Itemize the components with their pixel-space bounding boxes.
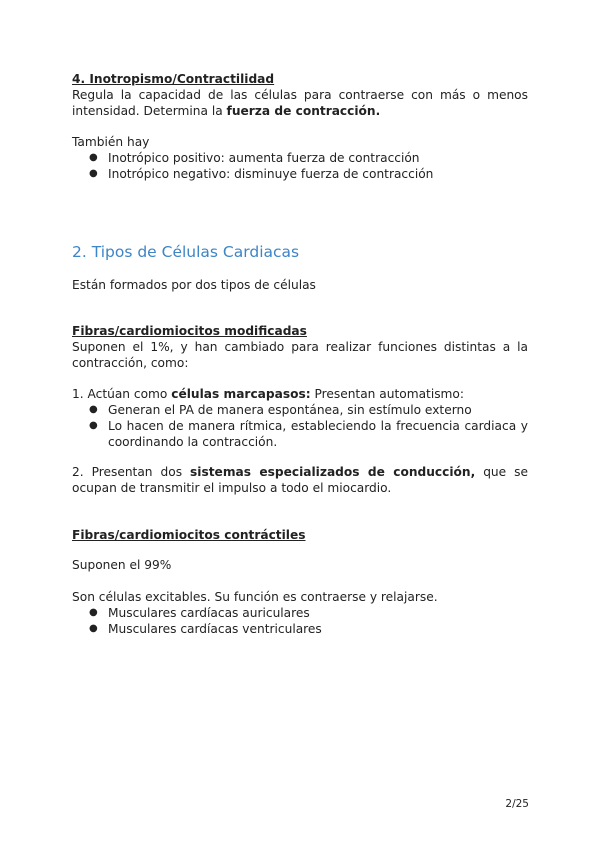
item-text: 2. Presentan dos bbox=[72, 465, 191, 479]
bullet-icon: ● bbox=[89, 607, 98, 618]
paragraph-percentage: Suponen el 99% bbox=[72, 558, 172, 572]
list-item-text: Generan el PA de manera espontánea, sin estímulo externo bbox=[108, 403, 472, 417]
item-text: que se ocupan de transmitir el impulso a todo el miocardio. bbox=[72, 465, 528, 496]
bullet-list-inotropic bbox=[72, 150, 528, 182]
bullet-icon: ● bbox=[89, 420, 98, 432]
numbered-item-2 bbox=[72, 464, 528, 496]
paragraph-inotropismo bbox=[72, 87, 528, 119]
bold-term: sistemas especializados de conducción, bbox=[190, 465, 476, 479]
item-text: 1. Actúan como bbox=[72, 387, 172, 401]
bullet-icon: ● bbox=[89, 152, 98, 163]
bullet-list-marcapasos bbox=[72, 402, 528, 451]
list-item-text: Musculares cardíacas auriculares bbox=[108, 606, 310, 620]
bullet-icon: ● bbox=[89, 168, 98, 180]
list-item bbox=[72, 621, 528, 637]
page-number: 2/25 bbox=[505, 798, 529, 810]
list-item-text: Inotrópico positivo: aumenta fuerza de contracción bbox=[108, 151, 420, 165]
list-item-text: Musculares cardíacas ventriculares bbox=[108, 622, 322, 637]
item-text: Presentan automatismo: bbox=[310, 387, 464, 401]
bold-term: células marcapasos: bbox=[171, 387, 311, 401]
section-heading-inotropismo: 4. Inotropismo/Contractilidad bbox=[72, 72, 275, 86]
bullet-icon: ● bbox=[89, 623, 98, 635]
list-item bbox=[72, 418, 528, 450]
list-item bbox=[72, 402, 528, 418]
list-item bbox=[72, 166, 528, 182]
paragraph-also: También hay bbox=[72, 135, 150, 149]
list-item bbox=[72, 605, 528, 621]
bullet-list-contractiles bbox=[72, 605, 528, 637]
paragraph-intro: Están formados por dos tipos de células bbox=[72, 278, 316, 292]
numbered-item-1 bbox=[72, 386, 528, 402]
paragraph-modificadas: Suponen el 1%, y han cambiado para realizar funciones distintas a la contracción, como: bbox=[72, 340, 528, 371]
subheading-modificadas: Fibras/cardiomiocitos modificadas bbox=[72, 324, 307, 338]
paragraph-function: Son células excitables. Su función es contraerse y relajarse. bbox=[72, 590, 438, 604]
subheading-contractiles: Fibras/cardiomiocitos contráctiles bbox=[72, 528, 306, 542]
list-item-text: Inotrópico negativo: disminuye fuerza de contracción bbox=[108, 167, 434, 182]
paragraph-text: Regula la capacidad de las células para contraerse con más o menos intensidad. Determina la bbox=[72, 88, 528, 119]
bullet-icon: ● bbox=[89, 404, 98, 415]
section-title-tipos-celulas: 2. Tipos de Células Cardiacas bbox=[72, 243, 300, 261]
list-item-text: Lo hacen de manera rítmica, estableciendo la frecuencia cardiaca y coordinando la contracción. bbox=[108, 419, 528, 450]
list-item bbox=[72, 150, 528, 166]
bold-term: fuerza de contracción. bbox=[226, 104, 381, 119]
